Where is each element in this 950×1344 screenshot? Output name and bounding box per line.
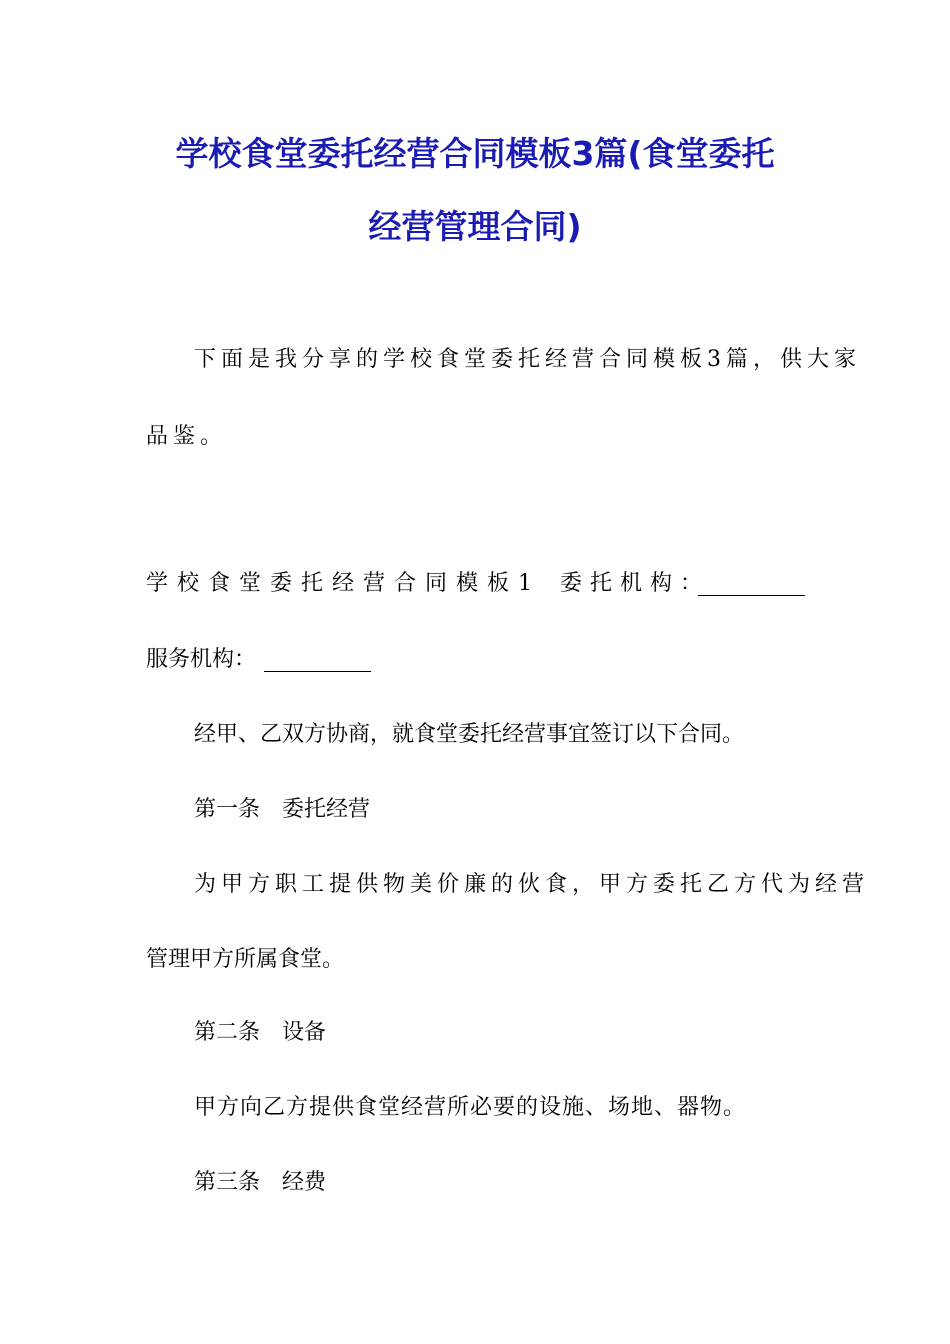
intro-paragraph-line-1: 下面是我分享的学校食堂委托经营合同模板3篇，供大家 [194,347,861,372]
document-title-line-1: 学校食堂委托经营合同模板3篇(食堂委托 [175,134,775,173]
article-1-title: 第一条 委托经营 [194,797,371,822]
preamble-paragraph: 经甲、乙双方协商，就食堂委托经营事宜签订以下合同。 [194,722,745,747]
party-a-blank [698,575,805,596]
article-1-line-1: 为甲方职工提供物美价廉的伙食，甲方委托乙方代为经营 [194,872,870,897]
article-2-text: 甲方向乙方提供食堂经营所必要的设施、场地、器物。 [194,1095,747,1120]
article-2-title: 第二条 设备 [194,1020,327,1045]
party-a-label: 委托机构： [560,571,711,596]
party-b-blank [264,651,371,672]
contract-heading: 学校食堂委托经营合同模板1 [146,571,541,596]
document-title-line-2: 经营管理合同) [368,207,582,246]
intro-paragraph-line-2: 品鉴。 [146,424,228,449]
party-b-label: 服务机构： [146,647,257,672]
article-1-line-2: 管理甲方所属食堂。 [146,947,345,972]
article-3-title: 第三条 经费 [194,1170,327,1195]
